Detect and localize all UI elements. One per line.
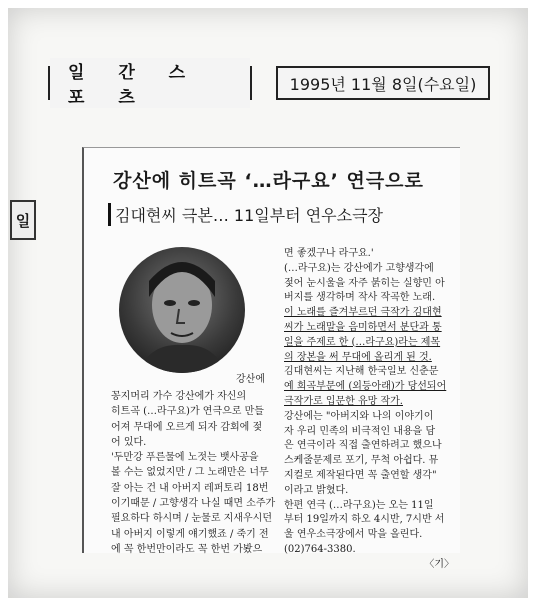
article-headline: 강산에 히트곡 ‘…라구요’ 연극으로 xyxy=(113,170,424,192)
newspaper-masthead xyxy=(48,63,252,108)
article-line: 강산에는 "아버지와 나의 이야기이 xyxy=(284,410,434,422)
article-line: 일을 주제로 한 (…라구요)라는 제목 xyxy=(284,336,441,348)
article-line: 자 우리 민족의 비극적인 내용을 담 xyxy=(284,425,436,437)
article-line: 한편 연극 (…라구요)는 오는 11일 xyxy=(284,499,434,511)
article-line: 씨가 노래말을 음미하면서 분단과 통 xyxy=(284,321,442,333)
article-line: 부터 19일까지 하오 4시반, 7시반 서 xyxy=(284,514,445,526)
article-line: 볼 수는 없었지만 / 그 노래만은 너무 xyxy=(111,467,269,479)
article-line: 잘 아는 건 내 아버지 레퍼토리 18번 xyxy=(111,482,269,494)
article-line: 이라고 밝혔다. xyxy=(284,484,349,496)
article-line: '두만강 푸른물에 노젓는 뱃사공을 xyxy=(111,452,259,464)
singer-portrait-photo xyxy=(119,247,245,373)
side-tab-label: 일 xyxy=(10,200,36,240)
article-line: (…라구요)는 강산에가 고향생각에 xyxy=(284,262,434,274)
article-line: (02)764-3380. xyxy=(284,543,356,555)
article-line: 내 아버지 이렇게 얘기했죠 / 죽기 전 xyxy=(111,528,269,540)
article-line: 극작가로 입문한 유망 작가. xyxy=(284,395,403,407)
article-line: 예 희곡부문에 (외등아래)가 당선되어 xyxy=(284,381,447,393)
article-line: 은 연극이라 직접 출연하려고 했으나 xyxy=(284,440,442,452)
article-line: 어져 무대에 오르게 되자 감회에 젖 xyxy=(111,421,263,433)
article-subhead: 김대현씨 극본… 11일부터 연우소극장 xyxy=(108,203,383,226)
article-line: 스케줄문제로 포기, 무척 아쉽다. 뮤 xyxy=(284,455,439,467)
article-byline: 〈기〉 xyxy=(424,558,454,570)
article-line: 울 연우소극장에서 막을 올린다. xyxy=(284,529,423,541)
masthead-title: 일 간 스 포 츠 xyxy=(50,58,250,108)
article-line: 이기때문 / 고향생각 나실 때면 소주가 xyxy=(111,498,276,510)
article-line: 면 좋겠구나 라구요.' xyxy=(284,248,374,259)
article-line: 꽁지머리 가수 강산에가 자신의 xyxy=(111,391,247,402)
portrait-illustration xyxy=(119,247,245,373)
article-line: 젖어 눈시울을 자주 붉히는 실향민 아 xyxy=(284,277,445,289)
article-line: 어 있다. xyxy=(111,436,147,448)
publication-date: 1995년 11월 8일(수요일) xyxy=(276,66,490,100)
article-line: 에 꼭 한번만이라도 꼭 한번 가봤으 xyxy=(111,543,263,555)
article-body-right-column xyxy=(284,247,454,573)
article-line: 의 장본을 써 무대에 올리게 된 것. xyxy=(284,351,432,363)
article-line: 히트곡 (…라구요)가 연극으로 만들 xyxy=(111,406,264,418)
photo-caption: 강산에 xyxy=(236,374,265,385)
article-line: 필요하다 하시며 / 눈물로 지새우시던 xyxy=(111,513,272,525)
article-line: 지컬로 제작된다면 꼭 출연할 생각" xyxy=(284,469,437,481)
article-body-left-column xyxy=(111,389,281,557)
article-line: 버지를 생각하며 작사 작곡한 노래. xyxy=(284,292,436,304)
article-line: 김대현씨는 지난해 한국일보 신춘문 xyxy=(284,366,439,378)
article-line: 이 노래를 즐겨부르던 극작가 김대현 xyxy=(284,307,442,319)
